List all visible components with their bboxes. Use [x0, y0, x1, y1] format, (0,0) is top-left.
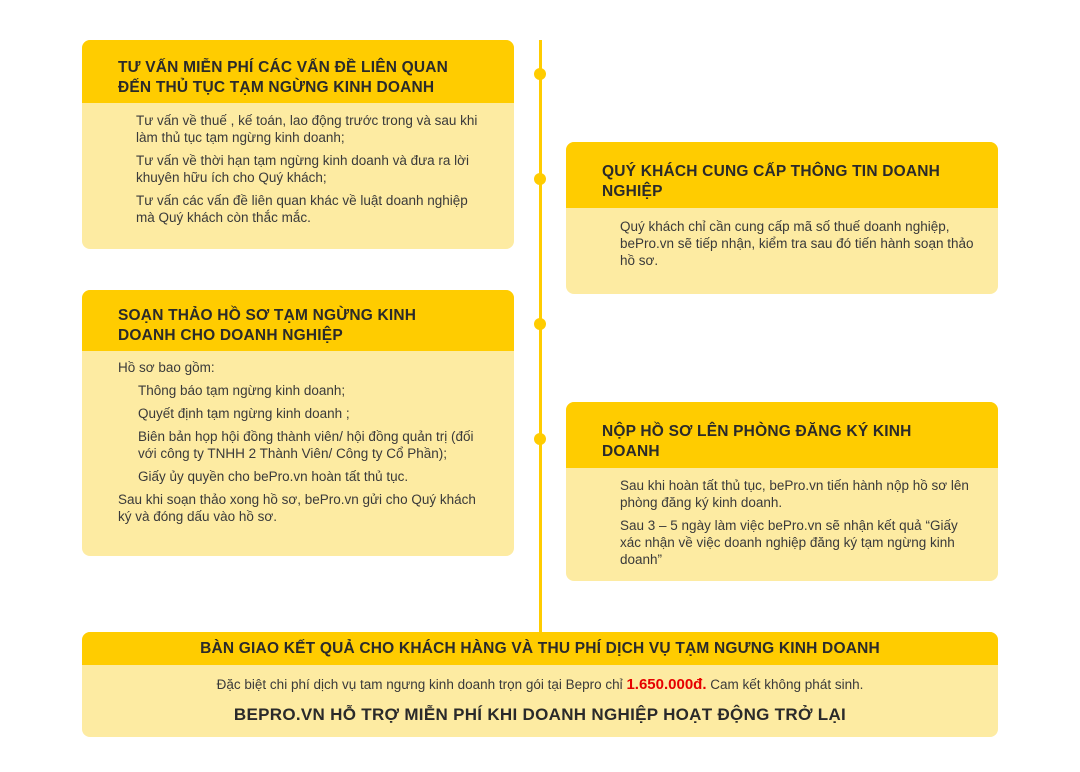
- step-title: [566, 402, 998, 468]
- step-title: BÀN GIAO KẾT QUẢ CHO KHÁCH HÀNG VÀ THU PHÍ DỊCH VỤ TẠM NGƯNG KINH DOANH: [82, 632, 998, 665]
- list-item: Tư vấn các vấn đề liên quan khác về luật doanh nghiệp mà Quý khách còn thắc mắc.: [136, 193, 468, 225]
- step-body: [566, 208, 998, 269]
- list-item: Sau khi hoàn tất thủ tục, bePro.vn tiến hành nộp hồ sơ lên phòng đăng ký kinh doanh.: [620, 478, 969, 510]
- step-title-line: NGHIỆP: [602, 183, 663, 200]
- price-suffix: Cam kết không phát sinh.: [706, 677, 864, 692]
- step-title: [82, 290, 514, 351]
- step-card-consulting: [82, 40, 514, 249]
- list-item: Tư vấn về thời hạn tạm ngừng kinh doanh và đưa ra lời khuyên hữu ích cho Quý khách;: [136, 153, 469, 185]
- step-card-handover: [82, 632, 998, 737]
- step-title-line: ĐẾN THỦ TỤC TẠM NGỪNG KINH DOANH: [118, 79, 435, 96]
- list-item: Tư vấn về thuế , kế toán, lao động trước trong và sau khi làm thủ tục tạm ngừng kinh doanh;: [136, 113, 478, 145]
- step-body: [566, 468, 998, 568]
- step-title: [82, 40, 514, 103]
- step-card-prepare-documents: [82, 290, 514, 556]
- step-title-line: DOANH: [602, 443, 660, 460]
- step-card-submit-documents: [566, 402, 998, 581]
- step-card-provide-info: [566, 142, 998, 294]
- price-prefix: Đặc biệt chi phí dịch vụ tam ngưng kinh doanh trọn gói tại Bepro chỉ: [216, 677, 627, 692]
- timeline-dot-step4: [534, 433, 546, 445]
- list-item: Quyết định tạm ngừng kinh doanh ;: [138, 406, 350, 421]
- step-title-line: SOẠN THẢO HỒ SƠ TẠM NGỪNG KINH: [118, 307, 417, 324]
- list-item: Giấy ủy quyền cho bePro.vn hoàn tất thủ tục.: [138, 469, 409, 484]
- step-text: Quý khách chỉ cần cung cấp mã số thuế doanh nghiệp, bePro.vn sẽ tiếp nhận, kiểm tra sau đó tiến hành soạn thảo hồ sơ.: [620, 219, 974, 268]
- step-body: [82, 103, 514, 226]
- list-item: Sau 3 – 5 ngày làm việc bePro.vn sẽ nhận kết quả “Giấy xác nhận về việc doanh nghiệp đăng ký tạm ngừng kinh doanh”: [620, 518, 958, 567]
- list-item: Thông báo tạm ngừng kinh doanh;: [138, 383, 346, 398]
- timeline-dot-step2: [534, 173, 546, 185]
- step-title-line: DOANH CHO DOANH NGHIỆP: [118, 327, 343, 344]
- support-banner: BEPRO.VN HỖ TRỢ MIỄN PHÍ KHI DOANH NGHIỆP HOẠT ĐỘNG TRỞ LẠI: [233, 705, 847, 724]
- step-title-line: TƯ VẤN MIỄN PHÍ CÁC VẤN ĐỀ LIÊN QUAN: [118, 59, 449, 76]
- step-title-line: QUÝ KHÁCH CUNG CẤP THÔNG TIN DOANH: [602, 163, 941, 180]
- timeline-dot-step3: [534, 318, 546, 330]
- step-title: [566, 142, 998, 208]
- timeline-dot-step1: [534, 68, 546, 80]
- step-title-line: NỘP HỒ SƠ LÊN PHÒNG ĐĂNG KÝ KINH: [602, 423, 912, 440]
- price-value: 1.650.000đ.: [626, 676, 707, 693]
- step-text: Hồ sơ bao gồm:: [118, 360, 215, 375]
- step-body: [82, 665, 998, 723]
- step-text: Sau khi soạn thảo xong hồ sơ, bePro.vn gửi cho Quý khách ký và đóng dấu vào hồ sơ.: [118, 492, 476, 524]
- price-line: [82, 676, 998, 693]
- step-body: [82, 351, 514, 525]
- list-item: Biên bản họp hội đồng thành viên/ hội đồng quản trị (đối với công ty TNHH 2 Thành Viên/ Công ty Cổ Phần);: [138, 429, 474, 461]
- timeline-line: [539, 40, 542, 632]
